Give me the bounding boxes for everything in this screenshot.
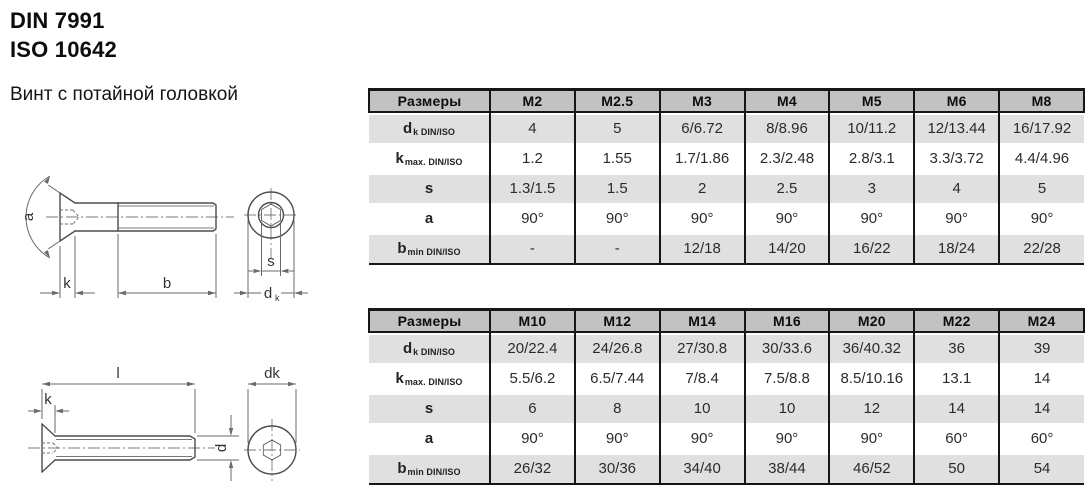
value-cell: 2.5 <box>745 173 830 203</box>
table-row <box>369 173 1084 203</box>
table-row <box>369 363 1084 393</box>
value-cell: 1.2 <box>490 143 575 173</box>
dimension-column-header: Размеры <box>369 90 490 112</box>
value-cell: 5.5/6.2 <box>490 363 575 393</box>
row-label-cell: d k DIN/ISO <box>369 112 490 143</box>
dim-label-socket-width: s <box>267 253 275 270</box>
size-column-header: M8 <box>999 90 1084 112</box>
value-cell: - <box>490 233 575 264</box>
value-cell: 90° <box>829 203 914 233</box>
row-label-cell: b min DIN/ISO <box>369 233 490 264</box>
value-cell: 16/17.92 <box>999 112 1084 143</box>
value-cell: 12 <box>829 393 914 423</box>
drawing-screw-side-view-bottom <box>10 353 345 500</box>
value-cell: 3.3/3.72 <box>914 143 999 173</box>
dim-label-head-dia-sub: k <box>275 293 280 303</box>
value-cell: 36 <box>914 332 999 363</box>
value-cell: 90° <box>575 423 660 453</box>
value-cell: 18/24 <box>914 233 999 264</box>
value-cell: 90° <box>745 203 830 233</box>
screw-centerline <box>28 419 300 481</box>
table-row <box>369 393 1084 423</box>
table-header-row <box>369 310 1084 332</box>
standard-iso-title: ISO 10642 <box>10 37 117 62</box>
row-label-cell: s <box>369 393 490 423</box>
size-column-header: M6 <box>914 90 999 112</box>
size-column-header: M16 <box>745 310 830 332</box>
drawing-screw-side-view-top <box>10 158 345 308</box>
value-cell: 12/18 <box>660 233 745 264</box>
product-name: Винт с потайной головкой <box>10 84 238 105</box>
size-column-header: M10 <box>490 310 575 332</box>
title-block <box>10 6 117 64</box>
value-cell: 1.55 <box>575 143 660 173</box>
value-cell: 26/32 <box>490 453 575 484</box>
table-row <box>369 233 1084 264</box>
row-label-cell: k max. DIN/ISO <box>369 363 490 393</box>
size-column-header: M14 <box>660 310 745 332</box>
value-cell: 12/13.44 <box>914 112 999 143</box>
value-cell: 14 <box>999 363 1084 393</box>
value-cell: 13.1 <box>914 363 999 393</box>
value-cell: 10/11.2 <box>829 112 914 143</box>
value-cell: 50 <box>914 453 999 484</box>
value-cell: 8.5/10.16 <box>829 363 914 393</box>
value-cell: 90° <box>829 423 914 453</box>
value-cell: 16/22 <box>829 233 914 264</box>
value-cell: 5 <box>999 173 1084 203</box>
value-cell: 22/28 <box>999 233 1084 264</box>
value-cell: 38/44 <box>745 453 830 484</box>
value-cell: 3 <box>829 173 914 203</box>
size-column-header: M20 <box>829 310 914 332</box>
table-row <box>369 453 1084 484</box>
length-dimension <box>42 365 195 433</box>
value-cell: 24/26.8 <box>575 332 660 363</box>
value-cell: 90° <box>490 203 575 233</box>
size-column-header: M4 <box>745 90 830 112</box>
value-cell: 14/20 <box>745 233 830 264</box>
dim-label-head-dia: dk <box>264 365 280 382</box>
dim-label-head-height: k <box>63 275 71 292</box>
head-height-dimension <box>40 236 95 298</box>
value-cell: 6 <box>490 393 575 423</box>
value-cell: 34/40 <box>660 453 745 484</box>
size-column-header: M2 <box>490 90 575 112</box>
value-cell: 2.8/3.1 <box>829 143 914 173</box>
value-cell: 14 <box>914 393 999 423</box>
value-cell: 60° <box>999 423 1084 453</box>
value-cell: 1.7/1.86 <box>660 143 745 173</box>
value-cell: 7/8.4 <box>660 363 745 393</box>
value-cell: 4 <box>914 173 999 203</box>
value-cell: 90° <box>914 203 999 233</box>
value-cell: 60° <box>914 423 999 453</box>
screw-centerline <box>46 188 298 258</box>
dim-label-head-height: k <box>44 391 52 408</box>
row-label-cell: a <box>369 203 490 233</box>
size-table-m10-m24-wrap <box>368 308 1085 485</box>
value-cell: 39 <box>999 332 1084 363</box>
thread-length-dimension <box>118 234 216 298</box>
value-cell: 6.5/7.44 <box>575 363 660 393</box>
value-cell: 27/30.8 <box>660 332 745 363</box>
table-row <box>369 423 1084 453</box>
size-table-m10-m24 <box>368 308 1085 485</box>
value-cell: 4.4/4.96 <box>999 143 1084 173</box>
value-cell: 90° <box>999 203 1084 233</box>
value-cell: 4 <box>490 112 575 143</box>
size-column-header: M24 <box>999 310 1084 332</box>
table-row <box>369 203 1084 233</box>
value-cell: 5 <box>575 112 660 143</box>
table-row <box>369 143 1084 173</box>
size-column-header: M3 <box>660 90 745 112</box>
value-cell: 8 <box>575 393 660 423</box>
value-cell: 90° <box>660 423 745 453</box>
dim-label-diameter: d <box>213 443 230 453</box>
size-table-m2-m8-wrap <box>368 88 1085 265</box>
size-column-header: M12 <box>575 310 660 332</box>
size-column-header: M5 <box>829 90 914 112</box>
head-height-dimension <box>28 391 69 433</box>
value-cell: 2 <box>660 173 745 203</box>
value-cell: 36/40.32 <box>829 332 914 363</box>
value-cell: 90° <box>660 203 745 233</box>
value-cell: 54 <box>999 453 1084 484</box>
table-header-row <box>369 90 1084 112</box>
value-cell: 30/36 <box>575 453 660 484</box>
row-label-cell: a <box>369 423 490 453</box>
value-cell: 1.3/1.5 <box>490 173 575 203</box>
value-cell: 46/52 <box>829 453 914 484</box>
dimension-column-header: Размеры <box>369 310 490 332</box>
row-label-cell: s <box>369 173 490 203</box>
head-diameter-dimension <box>248 365 296 443</box>
value-cell: 90° <box>575 203 660 233</box>
size-column-header: M2.5 <box>575 90 660 112</box>
value-cell: 10 <box>745 393 830 423</box>
value-cell: 6/6.72 <box>660 112 745 143</box>
value-cell: 30/33.6 <box>745 332 830 363</box>
value-cell: 10 <box>660 393 745 423</box>
value-cell: 14 <box>999 393 1084 423</box>
dim-label-thread-length: b <box>162 275 172 292</box>
value-cell: - <box>575 233 660 264</box>
size-table-m2-m8 <box>368 88 1085 265</box>
value-cell: 8/8.96 <box>745 112 830 143</box>
size-column-header: M22 <box>914 310 999 332</box>
table-row <box>369 112 1084 143</box>
row-label-cell: k max. DIN/ISO <box>369 143 490 173</box>
dim-label-length: l <box>116 365 120 382</box>
row-label-cell: d k DIN/ISO <box>369 332 490 363</box>
value-cell: 1.5 <box>575 173 660 203</box>
row-label-cell: b min DIN/ISO <box>369 453 490 484</box>
dim-label-head-dia-main: d <box>263 285 273 302</box>
value-cell: 90° <box>490 423 575 453</box>
dim-label-angle: a <box>20 212 37 222</box>
table-row <box>369 332 1084 363</box>
value-cell: 20/22.4 <box>490 332 575 363</box>
standard-din-title: DIN 7991 <box>10 8 105 33</box>
value-cell: 90° <box>745 423 830 453</box>
value-cell: 2.3/2.48 <box>745 143 830 173</box>
value-cell: 7.5/8.8 <box>745 363 830 393</box>
